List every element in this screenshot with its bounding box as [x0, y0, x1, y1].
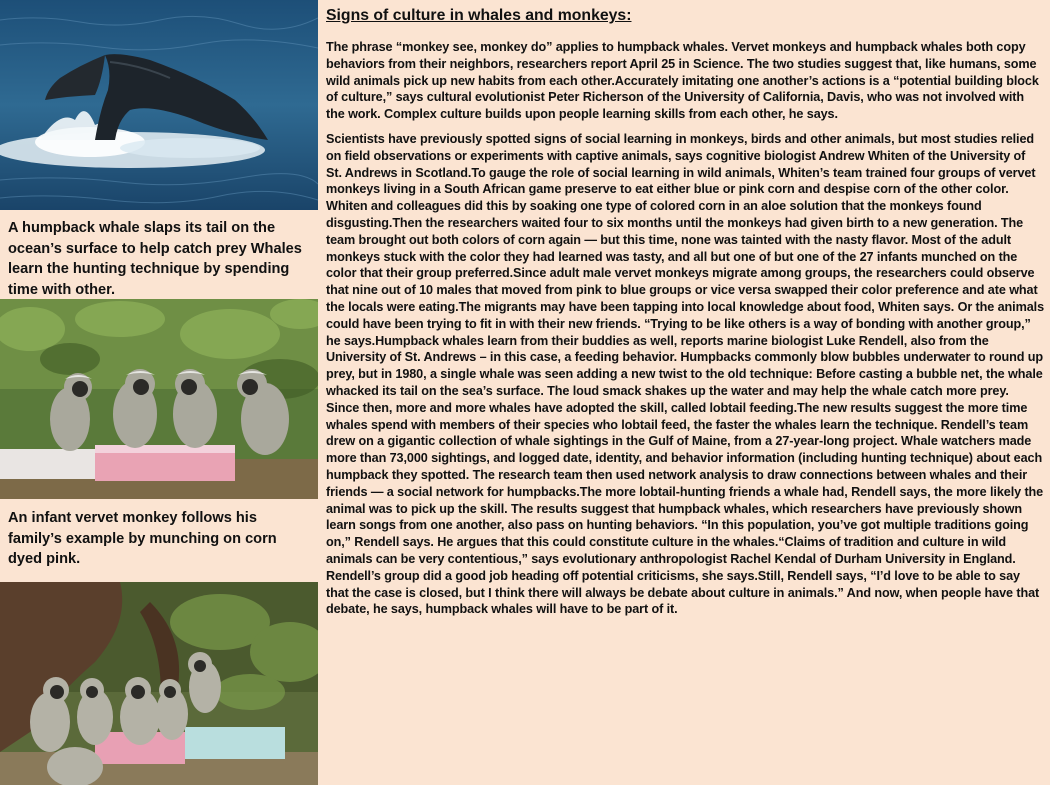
article-title: Signs of culture in whales and monkeys: [326, 7, 632, 24]
monkey-photo-caption: An infant vervet monkey follows his family’s example by munching on corn dyed pink. [8, 510, 277, 567]
left-column [0, 0, 318, 785]
whale-tail-photo [0, 0, 318, 210]
vervet-monkey-troop-photo [0, 582, 318, 785]
whale-photo-caption: A humpback whale slaps its tail on the ocean’s surface to help catch prey Whales learn the hunting technique by spending time with other. [8, 220, 302, 298]
article-paragraph-2: Scientists have previously spotted signs of social learning in monkeys, birds and other animals, but most studies relied on field observations or experiments with captive animals, says cognitive biologist Andrew Whiten of the University of St. Andrews in Scotland.To gauge the role of social learning in wild animals, Whiten’s team trained four groups of vervet monkeys living in a South African game preserve to eat either blue or pink corn and despise corn of the other color. Whiten and colleagues did this by soaking one type of colored corn in an aloe solution that the monkeys found disgusting.Then the researchers waited four to six months until the monkeys had given birth to a new generation. The team brought out both colors of corn again — but this time, none was tainted with the nasty flavor. Most of the adult monkeys stuck with the color they had learned was tasty, and all but one of but one of the 27 infants munched on the color that their group preferred.Since adult male vervet monkeys migrate among groups, the researchers could observe that nine out of 10 males that moved from pink to blue groups or vice versa swapped their color preference and ate what the locals were eating.The migrants may have been tapping into local knowledge about food, Whiten says. Or the animals could have been trying to fit in with their new friends. “Trying to be like others is a way of bonding with another group,” he says.Humpback whales learn from their buddies as well, reports marine biologist Luke Rendell, also from the University of St. Andrews – in this case, a feeding behavior. Humpbacks commonly blow bubbles underwater to round up prey, but in 1980, a single whale was seen adding a new twist to the old technique: Before casting a bubble net, the whale whacked its tail on the sea’s surface. The loud smack shakes up the water and may help the whale catch more prey. Since then, more and more whales have adopted the skill, called lobtail feeding.The new results suggest the more time whales spend with members of their species who lobtail feed, the faster the whales learn the technique. Rendell’s team drew on a gigantic collection of whale sightings in the Gulf of Maine, from a 27-year-long project. Whale watchers made more than 73,000 sightings, and logged date, identity, and behavior information (including hunting technique) about each humpback they spotted. The research team then used network analysis to draw connections between whales and their friends — a social network for humpbacks.The more lobtail-hunting friends a whale had, Rendell says, the more likely the animal was to pick up the skill. The results suggest that humpback whales, which researchers have previously shown learn songs from one another, also pass on hunting behaviors. “In this population, you’ve got multiple traditions going on,” Rendell says. He argues that this could constitute culture in the whales.“Claims of tradition and culture in wild animals can be very contentious,” says evolutionary anthropologist Rachel Kendal of Durham University in England. Rendell’s group did a good job heading off potential criticisms, she says.Still, Rendell says, “I’d love to be able to say that the case is closed, but I think there will always be debate about culture in animals.” And now, when people have that debate, he says, humpback whales will have to be part of it. [326, 131, 1044, 617]
article-column [326, 6, 1044, 626]
article-paragraph-1: The phrase “monkey see, monkey do” applies to humpback whales. Vervet monkeys and humpback whales both copy behaviors from their neighbors, researchers report April 25 in Science. The two studies suggest that, like humans, some wild animals pick up new habits from each other.Accurately imitating one another’s actions is a “potential building block of culture,” says cultural evolutionist Peter Richerson of the University of California, Davis, who was not involved with the work. Complex culture builds upon people learning skills from each other, he says. [326, 40, 1039, 122]
vervet-monkeys-eating-photo [0, 299, 318, 499]
